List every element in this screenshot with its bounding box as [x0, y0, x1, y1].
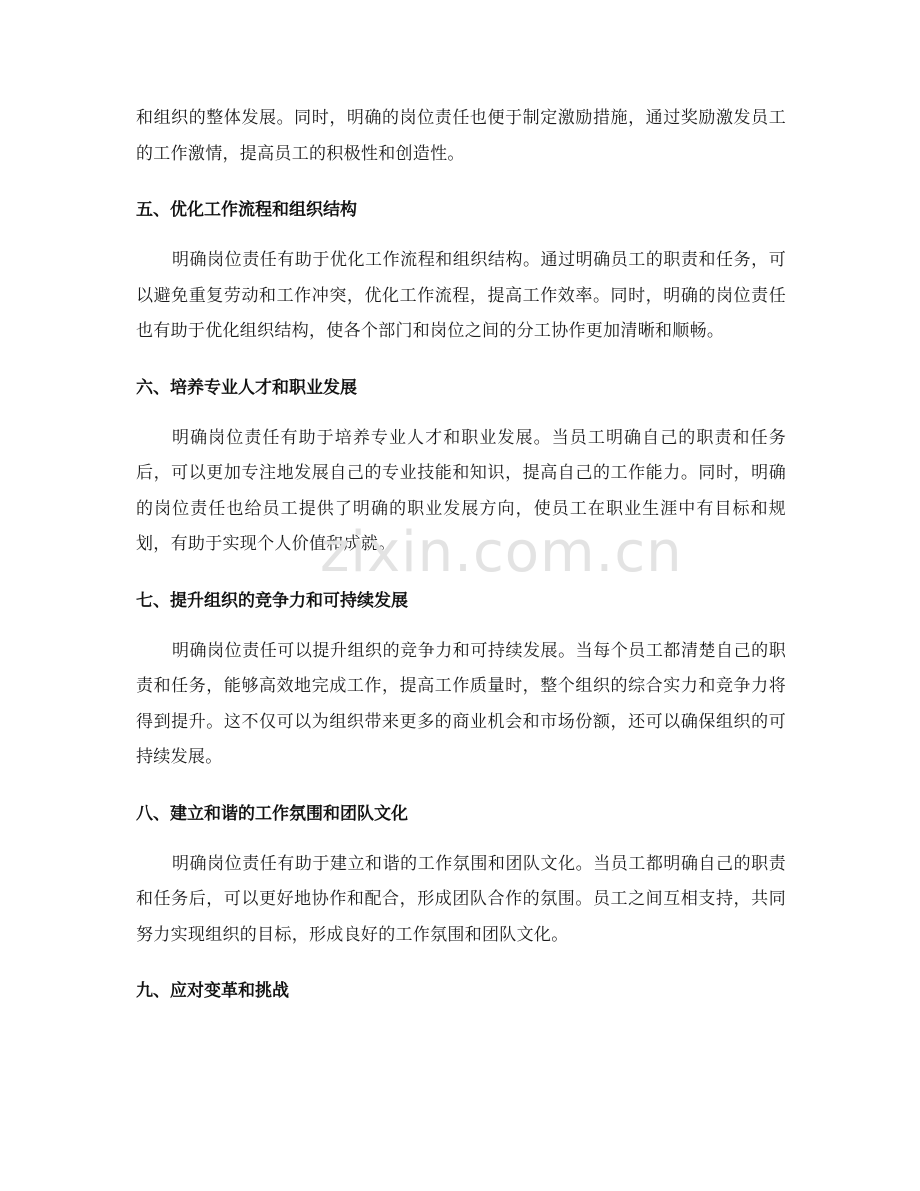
section-heading-6: 六、培养专业人才和职业发展 [136, 377, 357, 398]
section-heading-7: 七、提升组织的竞争力和可持续发展 [136, 590, 408, 611]
watermark: zixin.com.cn [320, 520, 683, 585]
section-heading-5: 五、优化工作流程和组织结构 [136, 200, 357, 220]
intro-paragraph: 和组织的整体发展。同时，明确的岗位责任也便于制定激励措施，通过奖励激发员工的工作激情，提高员工的积极性和创造性。 [136, 108, 786, 164]
section-body-6: 明确岗位责任有助于培养专业人才和职业发展。当员工明确自己的职责和任务后，可以更加专注地发展自己的专业技能和知识，提高自己的工作能力。同时，明确的岗位责任也给员工提供了明确的职业发展方向，使员工在职业生涯中有目标和规划，有助于实现个人价值和成就。 [136, 427, 786, 554]
section-heading-8: 八、建立和谐的工作氛围和团队文化 [136, 803, 408, 824]
section-body-7: 明确岗位责任可以提升组织的竞争力和可持续发展。当每个员工都清楚自己的职责和任务，能够高效地完成工作，提高工作质量时，整个组织的综合实力和竞争力将得到提升。这不仅可以为组织带来更多的商业机会和市场份额，还可以确保组织的可持续发展。 [136, 640, 786, 767]
section-body-5: 明确岗位责任有助于优化工作流程和组织结构。通过明确员工的职责和任务，可以避免重复劳动和工作冲突，优化工作流程，提高工作效率。同时，明确的岗位责任也有助于优化组织结构，使各个部门和岗位之间的分工协作更加清晰和顺畅。 [136, 250, 786, 341]
section-body-8: 明确岗位责任有助于建立和谐的工作氛围和团队文化。当员工都明确自己的职责和任务后，可以更好地协作和配合，形成团队合作的氛围。员工之间互相支持，共同努力实现组织的目标，形成良好的工作氛围和团队文化。 [136, 853, 786, 945]
document-content [136, 101, 786, 1009]
section-heading-9: 九、应对变革和挑战 [136, 981, 289, 1001]
